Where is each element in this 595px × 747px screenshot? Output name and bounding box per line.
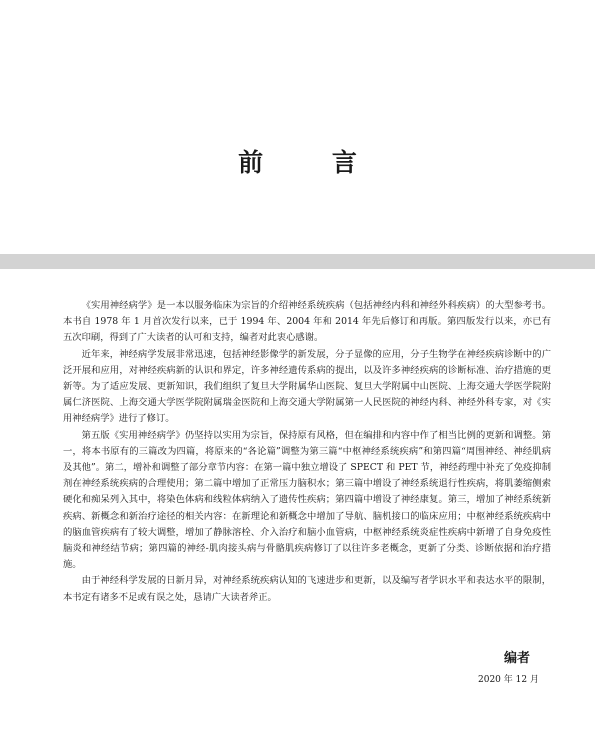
preface-paragraph: 《实用神经病学》是一本以服务临床为宗旨的介绍神经系统疾病（包括神经内科和神经外科疾病）的大型参考书。本书自 1978 年 1 月首次发行以来，已于 1994 年、2004 年和 2014 年先后修订和再版。第四版发行以来，亦已有五次印刷，得到了广大读者的认可和支持，编者对此衷心感谢。: [63, 300, 551, 344]
page-title: 前 言: [238, 148, 387, 177]
preface-body: [63, 298, 551, 606]
divider-band: [0, 254, 595, 269]
preface-paragraph: 近年来，神经病学发展非常迅速，包括神经影像学的新发展，分子显像的应用，分子生物学在神经疾病诊断中的广泛开展和应用，对神经疾病新的认识和界定，许多神经遗传系病的提出，以及许多神经疾病的诊断标准、治疗措施的更新等。为了适应发展、更新知识，我们组织了复旦大学附属华山医院、复旦大学附属中山医院、上海交通大学医学院附属仁济医院、上海交通大学医学院附属瑞金医院和上海交通大学附属第一人民医院的神经内科、神经外科专家，对《实用神经病学》进行了修订。: [63, 348, 551, 425]
date: 2020 年 12 月: [478, 675, 539, 685]
preface-paragraph: 第五版《实用神经病学》仍坚持以实用为宗旨，保持原有风格，但在编排和内容中作了相当比例的更新和调整。第一，将本书原有的三篇改为四篇，将原来的“各论篇”调整为第三篇“中枢神经系统疾病”和第四篇“周围神经、神经肌病及其他”。第二，增补和调整了部分章节内容：在第一篇中独立增设了 SPECT 和 PET 节，神经药理中补充了免疫抑制剂在神经系统疾病的合理使用；第二篇中增加了正常压力脑积水；第三篇中增设了神经系统退行性疾病，将肌萎缩侧索硬化和痴呆列入其中，将染色体病和线粒体病纳入了遗传性疾病；第四篇中增设了神经康复。第三，增加了神经系统新疾病、新概念和新治疗途径的相关内容：在新理论和新概念中增加了导航、脑机接口的临床应用；中枢神经系统疾病中的脑血管疾病有了较大调整，增加了静脉溶栓、介入治疗和脑小血管病，中枢神经系统炎症性疾病中新增了自身免疫性脑炎和神经结节病；第四篇的神经-肌肉接头病与骨骼肌疾病修订了以往许多老概念，更新了分类、诊断依据和治疗措施。: [63, 429, 551, 571]
signature: 编者: [504, 651, 531, 666]
preface-paragraph: 由于神经科学发展的日新月异，对神经系统疾病认知的飞速进步和更新，以及编写者学识水平和表达水平的限制，本书定有诸多不足或有误之处，恳请广大读者斧正。: [63, 575, 551, 603]
